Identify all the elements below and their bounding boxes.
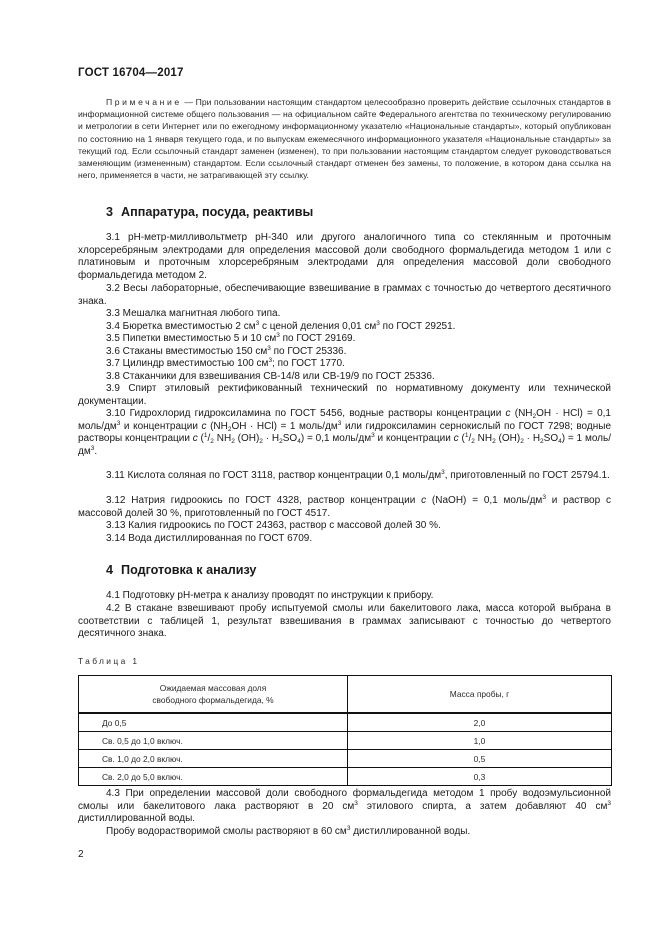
note-label: Примечание bbox=[106, 97, 182, 107]
clause-3-14: 3.14 Вода дистиллированная по ГОСТ 6709. bbox=[106, 533, 313, 544]
table-cell: 0,3 bbox=[348, 768, 612, 786]
table-cell: Св. 1,0 до 2,0 включ. bbox=[79, 750, 348, 768]
clause-3-3: 3.3 Мешалка магнитная любого типа. bbox=[106, 308, 281, 319]
clause-3-2: 3.2 Весы лабораторные, обеспечивающие взвешивание в граммах с точностью до четвертого десятичного знака. bbox=[78, 283, 611, 307]
clause-4-3-continued: Пробу водорастворимой смолы растворяют в 60 $см^3$ дистиллированной воды. bbox=[106, 825, 471, 837]
table-row bbox=[79, 750, 612, 768]
table-1 bbox=[78, 675, 612, 786]
table-row bbox=[79, 732, 612, 750]
table-cell: Св. 2,0 до 5,0 включ. bbox=[79, 768, 348, 786]
clause-3-8: 3.8 Стаканчики для взвешивания СВ-14/8 или СВ-19/9 по ГОСТ 25336. bbox=[106, 371, 435, 382]
table-caption: Таблица 1 bbox=[78, 656, 140, 666]
clause-4-1: 4.1 Подготовку pH-метра к анализу проводят по инструкции к прибору. bbox=[106, 590, 434, 601]
note-text: — При пользовании настоящим стандартом целесообразно проверить действие ссылочных стандартов в информационной системе общего пользования — на официальном сайте Федерального агентства по техническому регулированию и метрологии в сети Интернет или по ежегодному информационному указателю «Национальные стандарты», который опубликован по состоянию на 1 января текущего года, и по выпускам ежемесячного информационного указателя «Национальные стандарты» за текущий год. Если ссылочный стандарт заменен (изменен), то при пользовании настоящим стандартом следует руководствоваться заменяющим (измененным) стандартом. Если ссылочный стандарт отменен без замены, то положение, в котором дана ссылка на него, применяется в части, не затрагивающей эту ссылку. bbox=[78, 97, 611, 181]
clause-3-12: 3.12 Натрия гидроокись по ГОСТ 4328, раствор концентрации c (NaOH) = 0,1 моль/$дм^3$ и раствор с массовой долей 30 %, приготовленный по ГОСТ 4517. bbox=[78, 494, 611, 519]
section-3-heading: 3 Аппаратура, посуда, реактивы bbox=[106, 205, 314, 219]
clause-3-11: 3.11 Кислота соляная по ГОСТ 3118, раствор концентрации 0,1 моль/$дм^3$, приготовленный по ГОСТ 25794.1. bbox=[106, 469, 610, 481]
clause-3-1: 3.1 pH-метр-милливольтметр pH-340 или другого аналогичного типа со стеклянным и проточным хлорсеребряным электродами для определения массовой доли свободного формальдегида методом 1 или с платиновым и проточным хлорсеребряным электродами для определения массовой доли свободного формальдегида методом 2. bbox=[78, 232, 611, 281]
section-4-heading: 4 Подготовка к анализу bbox=[106, 563, 257, 577]
table-cell: 1,0 bbox=[348, 732, 612, 750]
clause-3-7: 3.7 Цилиндр вместимостью 100 $см^3$; по ГОСТ 1770. bbox=[106, 357, 345, 369]
clause-3-5: 3.5 Пипетки вместимостью 5 и 10 $см^3$ по ГОСТ 29169. bbox=[106, 332, 356, 344]
table-cell: 0,5 bbox=[348, 750, 612, 768]
table-row bbox=[79, 768, 612, 786]
running-head: ГОСТ 16704—2017 bbox=[78, 67, 184, 79]
clause-4-2: 4.2 В стакане взвешивают пробу испытуемой смолы или бакелитового лака, масса которой выбрана в соответствии с таблицей 1, результат взвешивания в граммах записывают с точностью до четвертого десятичного знака. bbox=[78, 603, 611, 639]
clause-3-9: 3.9 Спирт этиловый ректификованный технический по нормативному документу или технической документации. bbox=[78, 383, 611, 407]
table-header-cell: Ожидаемая массовая доля свободного формальдегида, % bbox=[79, 676, 348, 714]
table-cell: До 0,5 bbox=[79, 713, 348, 732]
clause-3-4: 3.4 Бюретка вместимостью 2 $см^3$ с ценой деления 0,01 $см^3$ по ГОСТ 29251. bbox=[106, 320, 456, 332]
page-number: 2 bbox=[78, 849, 84, 860]
note-paragraph bbox=[78, 96, 611, 181]
clause-3-6: 3.6 Стаканы вместимостью 150 $см^3$ по ГОСТ 25336. bbox=[106, 345, 347, 357]
table-cell: 2,0 bbox=[348, 713, 612, 732]
clause-4-3: 4.3 При определении массовой доли свободного формальдегида методом 1 пробу водоэмульсионной смолы или бакелитового лака растворяют в 20 $см^3$ этилового спирта, а затем добавляют 40 $см^3$ дистиллированной воды. bbox=[78, 788, 611, 824]
clause-3-10: 3.10 Гидрохлорид гидроксиламина по ГОСТ 5456, водные растворы концентрации c $(NH_2OH \cdot HCl) = 0,1$ моль/$дм^3$ и концентрации c $(NH_2OH \cdot HCl) = 1$ моль/$дм^3$ или гидроксиламин сернокислый по ГОСТ 7298; водные растворы концентрации c ($^1/_2$ $NH_2$ $(OH)_2 \cdot H_2SO_4) = 0,1$ моль/$дм^3$ и концентрации c ($^1/_2$ $NH_2$ $(OH)_2 \cdot H_2SO_4) = 1$ моль/$дм^3$. bbox=[78, 408, 612, 457]
clause-3-13: 3.13 Калия гидроокись по ГОСТ 24363, раствор с массовой долей 30 %. bbox=[106, 520, 441, 531]
table-row bbox=[79, 713, 612, 732]
table-header-row bbox=[79, 676, 612, 714]
table-header-cell: Масса пробы, г bbox=[348, 676, 612, 714]
table-cell: Св. 0,5 до 1,0 включ. bbox=[79, 732, 348, 750]
